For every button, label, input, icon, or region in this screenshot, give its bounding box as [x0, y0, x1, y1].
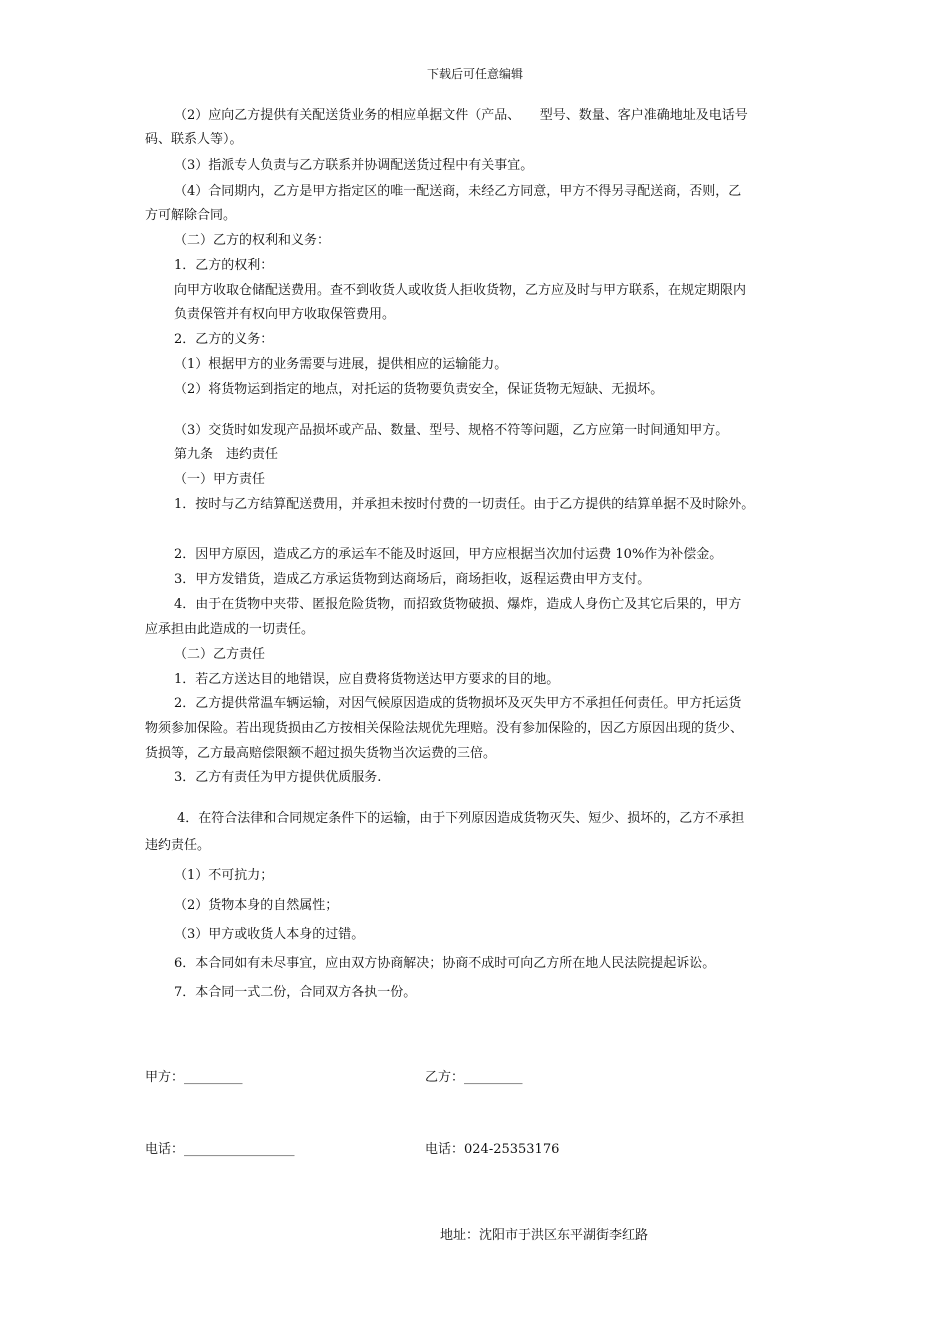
text-line: （二）乙方的权利和义务：: [174, 233, 331, 248]
text-line: 7．本合同一式二份，合同双方各执一份。: [174, 985, 417, 1000]
text-line: （3）甲方或收货人本身的过错。: [174, 927, 365, 942]
text-line: 2．乙方提供常温车辆运输，对因气候原因造成的货物损坏及灭失甲方不承担任何责任。甲方托运货: [174, 696, 742, 711]
text-line: 物须参加保险。若出现货损由乙方按相关保险法规优先理赔。没有参加保险的，因乙方原因出现的货少、: [145, 721, 744, 736]
section-heading: （二）乙方责任: [174, 647, 266, 662]
section-heading: （一）甲方责任: [174, 472, 266, 487]
party-b-address: 地址：沈阳市于洪区东平湖街李红路: [440, 1228, 649, 1243]
text-line: （1）根据甲方的业务需要与进展，提供相应的运输能力。: [174, 357, 508, 372]
text-line: 负责保管并有权向甲方收取保管费用。: [174, 307, 396, 322]
party-b-phone: 电话：024-25353176: [425, 1142, 560, 1157]
text-line: 1．若乙方送达目的地错误，应自费将货物送达甲方要求的目的地。: [174, 672, 560, 687]
text-line: 应承担由此造成的一切责任。: [145, 622, 315, 637]
text-line: 3．乙方有责任为甲方提供优质服务.: [174, 770, 382, 785]
party-a-phone: 电话：_________________: [145, 1142, 295, 1157]
text-line: （3）指派专人负责与乙方联系并协调配送货过程中有关事宜。: [174, 158, 534, 173]
text-line: 2．因甲方原因，造成乙方的承运车不能及时返回，甲方应根据当次加付运费 10%作为补偿金。: [174, 547, 723, 562]
text-line: 2．乙方的义务：: [174, 332, 274, 347]
party-b-signature: 乙方：_________: [425, 1070, 523, 1085]
text-line: 货损等，乙方最高赔偿限额不超过损失货物当次运费的三倍。: [145, 746, 497, 761]
text-line: 1．乙方的权利：: [174, 258, 274, 273]
article-heading: 第九条 违约责任: [174, 447, 279, 462]
text-line: （4）合同期内，乙方是甲方指定区的唯一配送商，未经乙方同意，甲方不得另寻配送商，否则，乙: [174, 184, 742, 199]
text-line: （2）货物本身的自然属性；: [174, 898, 339, 913]
page-header: 下载后可任意编辑: [426, 67, 523, 81]
text-line: 4．在符合法律和合同规定条件下的运输，由于下列原因造成货物灭失、短少、损坏的，乙方不承担: [177, 811, 745, 826]
text-line: 向甲方收取仓储配送费用。查不到收货人或收货人拒收货物，乙方应及时与甲方联系，在规定期限内: [174, 283, 747, 298]
text-line: 码、联系人等）。: [145, 132, 243, 147]
text-line: 1．按时与乙方结算配送费用，并承担未按时付费的一切责任。由于乙方提供的结算单据不及时除外。: [174, 497, 755, 512]
party-a-signature: 甲方：_________: [145, 1070, 243, 1085]
text-line: （1）不可抗力；: [174, 868, 274, 883]
text-line: 6．本合同如有未尽事宜，应由双方协商解决；协商不成时可向乙方所在地人民法院提起诉讼。: [174, 956, 716, 971]
text-line: 方可解除合同。: [145, 208, 237, 223]
text-line: 3．甲方发错货，造成乙方承运货物到达商场后，商场拒收，返程运费由甲方支付。: [174, 572, 651, 587]
text-line: （2）应向乙方提供有关配送货业务的相应单据文件（产品、 型号、数量、客户准确地址及电话号: [174, 108, 748, 123]
text-line: （3）交货时如发现产品损坏或产品、数量、型号、规格不符等问题，乙方应第一时间通知甲方。: [174, 423, 729, 438]
text-line: （2）将货物运到指定的地点，对托运的货物要负责安全，保证货物无短缺、无损坏。: [174, 382, 664, 397]
text-line: 违约责任。: [145, 838, 211, 853]
text-line: 4．由于在货物中夹带、匿报危险货物，而招致货物破损、爆炸，造成人身伤亡及其它后果的，甲方: [174, 597, 742, 612]
